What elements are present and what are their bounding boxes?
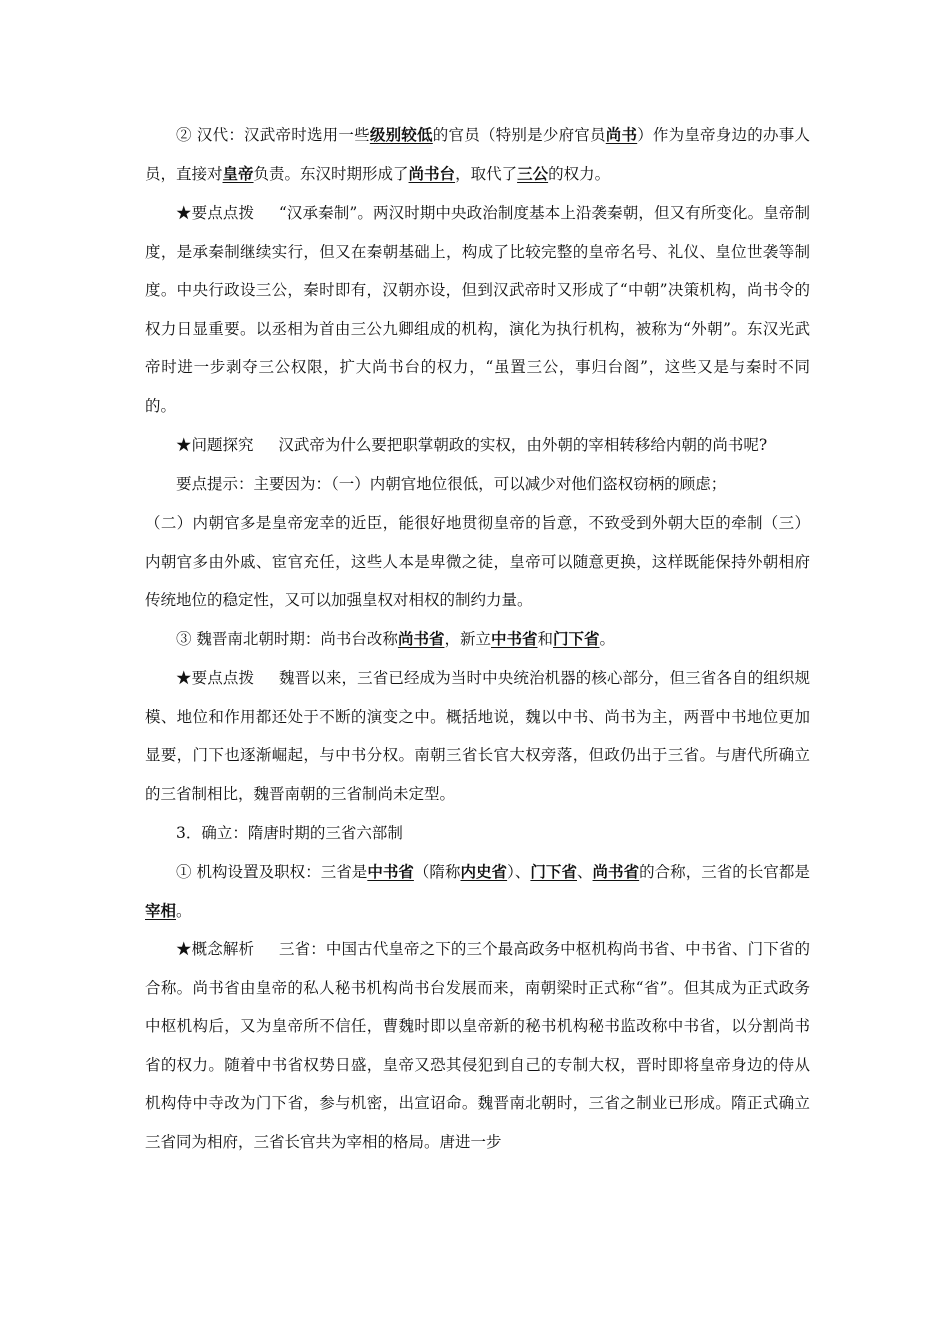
text-run: 和: [537, 630, 553, 648]
keyword-underlined: 宰相: [145, 900, 177, 920]
text-run: ③ 魏晋南北朝时期：尚书台改称: [176, 630, 398, 648]
section-tag: ★概念解析: [176, 940, 255, 958]
text-run: （二）内朝官多是皇帝宠幸的近臣，能很好地贯彻皇帝的旨意，不致受到外朝大臣的牵制（三）内朝官多由外戚、宦官充任，这些人本是卑微之徒，皇帝可以随意更换，这样既能保持外朝相府传统地位的稳定性，又可以加强皇权对相权的制约力量。: [145, 514, 810, 610]
keyword-underlined: 皇帝: [222, 163, 254, 183]
text-run: “汉承秦制”。两汉时期中央政治制度基本上沿袭秦朝，但又有所变化。皇帝制度，是承秦制继续实行，但又在秦朝基础上，构成了比较完整的皇帝名号、礼仪、皇位世袭等制度。中央行政设三公，秦时即有，汉朝亦设，但到汉武帝时又形成了“中朝”决策机构，尚书令的权力日显重要。以丞相为首由三公九卿组成的机构，演化为执行机构，被称为“外朝”。东汉光武帝时进一步剥夺三公权限，扩大尚书台的权力，“虽置三公，事归台阁”，这些又是与秦时不同的。: [145, 204, 810, 415]
text-run: 要点提示：主要因为：（一）内朝官地位很低，可以减少对他们盗权窃柄的顾虑；: [176, 475, 727, 493]
text-run: 的官员（特别是少府官员: [432, 126, 606, 144]
paragraph-key-point-han: [145, 194, 810, 426]
paragraph-question-inquiry: [145, 426, 810, 465]
text-run: 。: [599, 630, 616, 648]
paragraph-section-3-heading: [145, 814, 810, 853]
text-run: 三省：中国古代皇帝之下的三个最高政务中枢机构尚书省、中书省、门下省的合称。尚书省由皇帝的私人秘书机构尚书台发展而来，南朝梁时正式称“省”。但其成为正式政务中枢机构后，又为皇帝所不信任，曹魏时即以皇帝新的秘书机构秘书监改称中书省，以分割尚书省的权力。随着中书省权势日盛，皇帝又恐其侵犯到自己的专制大权，晋时即将皇帝身边的侍从机构侍中寺改为门下省，参与机密，出宣诏命。魏晋南北朝时，三省之制业已形成。隋正式确立三省同为相府，三省长官共为宰相的格局。唐进一步: [145, 940, 810, 1151]
paragraph-key-point-wei-jin: [145, 659, 810, 813]
text-run: 。: [176, 901, 192, 920]
keyword-underlined: 尚书省: [397, 629, 445, 648]
keyword-underlined: 尚书台: [408, 163, 456, 183]
keyword-underlined: 内史省: [460, 862, 508, 881]
paragraph-answer-hint: [145, 465, 810, 504]
section-tag: ★问题探究: [176, 436, 254, 454]
text-run: ）作为皇帝身边的办事人员，直接对: [145, 126, 810, 183]
section-tag: ★要点点拨: [176, 669, 255, 687]
text-run: 负责。东汉时期形成了: [253, 164, 409, 183]
paragraph-wei-jin: [145, 620, 810, 659]
paragraph-three-departments: [145, 853, 810, 930]
text-run: ）、: [507, 863, 531, 881]
text-run: （隋称: [413, 863, 461, 881]
keyword-underlined: 中书省: [367, 862, 414, 881]
keyword-underlined: 中书省: [490, 629, 538, 648]
text-run: 魏晋以来，三省已经成为当时中央统治机器的核心部分，但三省各自的组织规模、地位和作用都还处于不断的演变之中。概括地说，魏以中书、尚书为主，两晋中书地位更加显要，门下也逐渐崛起，与中书分权。南朝三省长官大权旁落，但政仍出于三省。与唐代所确立的三省制相比，魏晋南朝的三省制尚未定型。: [145, 669, 810, 803]
text-run: ① 机构设置及职权：三省是: [176, 863, 368, 881]
text-run: ，取代了: [455, 164, 518, 183]
keyword-underlined: 门下省: [553, 629, 600, 648]
section-heading: 3．确立：隋唐时期的三省六部制: [176, 824, 403, 842]
keyword-underlined: 三公: [517, 163, 549, 183]
keyword-underlined: 门下省: [530, 862, 577, 881]
text-run: 、: [577, 863, 593, 881]
text-run: 的合称，三省的长官都是: [639, 863, 810, 881]
keyword-underlined: 级别较低: [369, 125, 433, 144]
text-run: 汉武帝为什么要把职掌朝政的实权，由外朝的宰相转移给内朝的尚书呢?: [278, 436, 768, 454]
text-run: 的权力。: [548, 164, 611, 183]
text-run: ，新立: [444, 630, 491, 648]
section-tag: ★要点点拨: [176, 204, 255, 222]
keyword-underlined: 尚书省: [592, 862, 640, 881]
paragraph-answer-continued: [145, 504, 810, 620]
keyword-underlined: 尚书: [605, 125, 638, 144]
text-run: ② 汉代：汉武帝时选用一些: [176, 126, 370, 144]
paragraph-concept-analysis: [145, 930, 810, 1162]
paragraph-han-dynasty: [145, 116, 810, 193]
